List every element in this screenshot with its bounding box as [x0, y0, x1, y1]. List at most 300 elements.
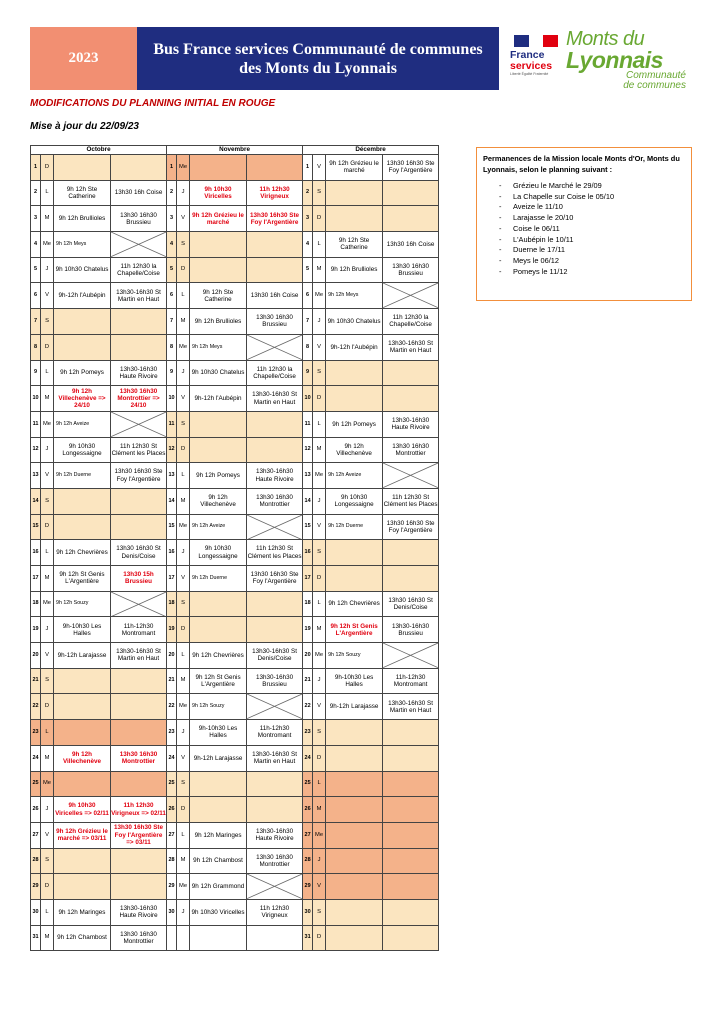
afternoon-slot [383, 797, 439, 823]
monts-logo-line1: Monts du [566, 28, 645, 50]
morning-slot: 9h 12h Maringes [54, 899, 111, 925]
day-number: 30 [303, 899, 313, 925]
afternoon-slot: 13h30 16h30 Ste Foy l'Argentière [383, 155, 439, 181]
day-number: 1 [31, 155, 41, 181]
afternoon-slot [247, 771, 303, 797]
day-number: 22 [31, 694, 41, 720]
morning-slot: 9h 10h30 Chatelus [326, 309, 383, 335]
france-services-logo [510, 35, 562, 91]
afternoon-slot: 11h 12h30 St Clément les Places [383, 488, 439, 514]
afternoon-slot: 13h30 16h30 Montrottier [111, 745, 167, 771]
french-flag-icon [514, 35, 558, 47]
day-weekday: M [41, 206, 54, 232]
day-weekday: S [41, 848, 54, 874]
morning-slot: 9h 12h Chevrières [326, 591, 383, 617]
morning-slot: 9h 12h Brullioles [54, 206, 111, 232]
day-weekday: L [313, 411, 326, 437]
afternoon-slot [383, 899, 439, 925]
afternoon-slot: 11h 12h30 St Clément les Places [247, 540, 303, 566]
afternoon-slot: 13h30-16h30 Brussieu [383, 617, 439, 643]
day-weekday: Me [177, 514, 190, 540]
afternoon-slot-closed [383, 283, 439, 309]
day-weekday: L [177, 643, 190, 669]
afternoon-slot [111, 694, 167, 720]
afternoon-slot: 13h30-16h30 St Denis/Coise [247, 643, 303, 669]
afternoon-slot: 13h30 16h30 Montrottier [111, 925, 167, 951]
day-number: 15 [303, 514, 313, 540]
day-weekday: L [41, 180, 54, 206]
day-number: 1 [303, 155, 313, 181]
day-number: 6 [167, 283, 177, 309]
day-weekday: L [313, 591, 326, 617]
afternoon-slot [247, 437, 303, 463]
morning-slot [190, 925, 247, 951]
month-header: Octobre [31, 146, 167, 155]
afternoon-slot-closed [111, 411, 167, 437]
monts-logo-line4: de communes [623, 80, 686, 91]
day-row [31, 180, 439, 206]
morning-slot: 9h 10h30 Chatelus [54, 257, 111, 283]
day-weekday: M [41, 386, 54, 412]
afternoon-slot: 13h30-16h30 Haute Rivoire [111, 360, 167, 386]
day-weekday: S [41, 488, 54, 514]
afternoon-slot: 13h30 16h30 St Denis/Coise [111, 540, 167, 566]
day-weekday: J [177, 180, 190, 206]
afternoon-slot [247, 411, 303, 437]
day-number: 9 [31, 360, 41, 386]
day-number: 21 [303, 668, 313, 694]
modifications-title: MODIFICATIONS DU PLANNING INITIAL EN ROUGE [30, 98, 276, 109]
day-number: 8 [167, 334, 177, 360]
day-row [31, 668, 439, 694]
day-weekday: M [41, 566, 54, 592]
afternoon-slot [247, 591, 303, 617]
morning-slot: 9h 12h Grézieu le marché [326, 155, 383, 181]
day-weekday: Me [313, 463, 326, 489]
day-weekday: Me [41, 771, 54, 797]
afternoon-slot [111, 720, 167, 746]
planning-table [30, 145, 439, 951]
day-row [31, 925, 439, 951]
day-row [31, 694, 439, 720]
day-weekday: M [41, 745, 54, 771]
morning-slot [190, 155, 247, 181]
afternoon-slot-closed [247, 874, 303, 900]
day-number: 23 [167, 720, 177, 746]
afternoon-slot [383, 206, 439, 232]
morning-slot [326, 797, 383, 823]
day-weekday: V [41, 822, 54, 848]
day-weekday: J [177, 720, 190, 746]
permanence-item: - Grézieu le Marché le 29/09 [513, 181, 685, 192]
morning-slot: 9h 12h Grézieu le marché [190, 206, 247, 232]
monts-logo-line2: Lyonnais [566, 47, 663, 73]
morning-slot [326, 206, 383, 232]
afternoon-slot [111, 771, 167, 797]
day-weekday: L [177, 822, 190, 848]
permanence-item: - L'Aubépin le 10/11 [513, 235, 685, 246]
afternoon-slot [247, 617, 303, 643]
day-weekday: M [313, 617, 326, 643]
france-services-line2: services [510, 60, 553, 72]
cross-icon [247, 694, 302, 719]
day-number: 11 [31, 411, 41, 437]
morning-slot: 9h 12h Grézieu le marché => 03/11 [54, 822, 111, 848]
morning-slot: 9h 12h Villechenève => 24/10 [54, 386, 111, 412]
day-weekday: D [177, 617, 190, 643]
afternoon-slot [383, 771, 439, 797]
morning-slot [326, 720, 383, 746]
morning-slot: 9h 12h Brullioles [190, 309, 247, 335]
day-weekday: Me [41, 411, 54, 437]
morning-slot [54, 488, 111, 514]
afternoon-slot [383, 822, 439, 848]
day-number: 4 [31, 232, 41, 258]
afternoon-slot [383, 874, 439, 900]
afternoon-slot-closed [383, 643, 439, 669]
day-weekday: V [177, 745, 190, 771]
day-weekday: Me [41, 232, 54, 258]
permanence-item: - Aveize le 11/10 [513, 202, 685, 213]
day-number: 16 [167, 540, 177, 566]
day-number: 14 [303, 488, 313, 514]
day-weekday: D [41, 155, 54, 181]
afternoon-slot-closed [247, 334, 303, 360]
day-number: 17 [303, 566, 313, 592]
morning-slot [54, 720, 111, 746]
day-number: 27 [167, 822, 177, 848]
day-row [31, 874, 439, 900]
day-row [31, 386, 439, 412]
morning-slot: 9h 12h Ste Catherine [190, 283, 247, 309]
afternoon-slot-closed [383, 463, 439, 489]
afternoon-slot: 11h 12h30 Virigneux [247, 899, 303, 925]
afternoon-slot-closed [247, 694, 303, 720]
afternoon-slot [111, 514, 167, 540]
morning-slot [54, 514, 111, 540]
morning-slot: 9h-10h30 Les Halles [54, 617, 111, 643]
afternoon-slot [383, 925, 439, 951]
day-number: 2 [303, 180, 313, 206]
day-number: 18 [303, 591, 313, 617]
day-weekday: S [313, 899, 326, 925]
day-row [31, 617, 439, 643]
day-weekday: S [177, 771, 190, 797]
day-row [31, 745, 439, 771]
morning-slot: 9h 12h Chevrières [190, 643, 247, 669]
day-weekday: D [41, 694, 54, 720]
afternoon-slot [383, 720, 439, 746]
day-number: 21 [31, 668, 41, 694]
day-number: 3 [167, 206, 177, 232]
day-weekday: M [177, 488, 190, 514]
day-weekday: D [41, 874, 54, 900]
afternoon-slot-closed [111, 591, 167, 617]
day-row [31, 411, 439, 437]
morning-slot: 9h 12h Chambost [54, 925, 111, 951]
day-weekday: D [177, 797, 190, 823]
day-weekday: D [313, 925, 326, 951]
afternoon-slot [111, 668, 167, 694]
permanence-item: - Pomeys le 11/12 [513, 267, 685, 278]
day-number: 17 [31, 566, 41, 592]
day-weekday: S [177, 591, 190, 617]
morning-slot [54, 334, 111, 360]
afternoon-slot [111, 874, 167, 900]
morning-slot: 9h-12h l'Aubépin [326, 334, 383, 360]
monts-du-lyonnais-logo [566, 29, 692, 91]
day-row [31, 463, 439, 489]
morning-slot: 9h 10h30 Longessaigne [190, 540, 247, 566]
afternoon-slot: 13h30-16h30 Haute Rivoire [383, 411, 439, 437]
morning-slot [54, 874, 111, 900]
morning-slot [54, 771, 111, 797]
day-row [31, 206, 439, 232]
day-weekday: M [313, 437, 326, 463]
day-row [31, 334, 439, 360]
day-number: 3 [303, 206, 313, 232]
morning-slot: 9h 12h Souzy [190, 694, 247, 720]
day-weekday: L [41, 720, 54, 746]
cross-icon [383, 283, 438, 308]
morning-slot: 9h 12h Meys [54, 232, 111, 258]
morning-slot [326, 822, 383, 848]
day-row [31, 488, 439, 514]
afternoon-slot: 11h 12h30 St Clément les Places [111, 437, 167, 463]
day-weekday: Me [41, 591, 54, 617]
day-number: 27 [303, 822, 313, 848]
day-number: 11 [303, 411, 313, 437]
day-number: 10 [31, 386, 41, 412]
afternoon-slot [247, 155, 303, 181]
afternoon-slot: 13h30 16h30 Ste Foy l'Argentière [247, 206, 303, 232]
day-weekday: Me [177, 874, 190, 900]
afternoon-slot-closed [111, 232, 167, 258]
afternoon-slot: 13h30-16h30 St Martin en Haut [383, 334, 439, 360]
afternoon-slot: 13h30-16h30 St Martin en Haut [383, 694, 439, 720]
day-row [31, 771, 439, 797]
day-row [31, 514, 439, 540]
morning-slot [190, 591, 247, 617]
day-weekday: Me [177, 694, 190, 720]
day-number: 5 [31, 257, 41, 283]
morning-slot [326, 925, 383, 951]
morning-slot: 9h 12h Souzy [54, 591, 111, 617]
day-weekday: J [313, 488, 326, 514]
day-weekday: V [41, 643, 54, 669]
permanences-title: Permanences de la Mission locale Monts d'Or, Monts du Lyonnais, selon le planning suivant : [483, 154, 680, 174]
day-weekday: J [177, 360, 190, 386]
afternoon-slot [383, 848, 439, 874]
day-weekday: V [313, 334, 326, 360]
day-weekday: D [177, 257, 190, 283]
morning-slot: 9h 12h Meys [326, 283, 383, 309]
afternoon-slot: 13h30 16h Coise [247, 283, 303, 309]
day-number: 21 [167, 668, 177, 694]
morning-slot [190, 771, 247, 797]
day-weekday: L [313, 771, 326, 797]
afternoon-slot [111, 309, 167, 335]
day-number: 6 [31, 283, 41, 309]
afternoon-slot [383, 180, 439, 206]
day-number: 24 [167, 745, 177, 771]
day-weekday: V [313, 874, 326, 900]
morning-slot: 9h 12h Duerne [190, 566, 247, 592]
afternoon-slot [383, 386, 439, 412]
day-weekday: J [41, 437, 54, 463]
morning-slot: 9h 12h St Genis L'Argentière [190, 668, 247, 694]
day-weekday: M [177, 668, 190, 694]
day-number: 22 [167, 694, 177, 720]
day-weekday: S [41, 309, 54, 335]
day-number: 2 [31, 180, 41, 206]
morning-slot [326, 566, 383, 592]
day-row [31, 643, 439, 669]
afternoon-slot: 13h30 16h30 Ste Foy l'Argentière [247, 566, 303, 592]
morning-slot [190, 437, 247, 463]
day-number: 13 [167, 463, 177, 489]
morning-slot: 9h-12h Larajasse [54, 643, 111, 669]
afternoon-slot: 13h30 16h30 Ste Foy l'Argentière [111, 463, 167, 489]
day-row [31, 437, 439, 463]
cross-icon [383, 463, 438, 488]
afternoon-slot: 13h30 16h30 Brussieu [111, 206, 167, 232]
day-row [31, 848, 439, 874]
afternoon-slot [383, 540, 439, 566]
day-number: 29 [303, 874, 313, 900]
morning-slot [190, 257, 247, 283]
permanence-item: - Meys le 06/12 [513, 256, 685, 267]
permanence-item: - Duerne le 17/11 [513, 245, 685, 256]
day-row [31, 257, 439, 283]
morning-slot [326, 899, 383, 925]
morning-slot [54, 848, 111, 874]
day-weekday: M [177, 309, 190, 335]
day-number: 9 [303, 360, 313, 386]
afternoon-slot: 13h30 16h Coise [383, 232, 439, 258]
day-number: 26 [31, 797, 41, 823]
afternoon-slot: 13h30-16h30 Haute Rivoire [111, 899, 167, 925]
day-number: 11 [167, 411, 177, 437]
day-weekday: V [313, 694, 326, 720]
day-number: 7 [31, 309, 41, 335]
day-weekday: S [177, 232, 190, 258]
day-row [31, 591, 439, 617]
afternoon-slot: 13h30-16h30 St Martin en Haut [111, 643, 167, 669]
day-row [31, 360, 439, 386]
day-number: 14 [31, 488, 41, 514]
day-weekday: D [313, 745, 326, 771]
afternoon-slot: 13h30 16h30 Ste Foy l'Argentière => 03/11 [111, 822, 167, 848]
header-year: 2023 [30, 27, 137, 90]
day-number: 15 [167, 514, 177, 540]
morning-slot [326, 386, 383, 412]
morning-slot: 9h 12h Ste Catherine [54, 180, 111, 206]
month-header: Décembre [303, 146, 439, 155]
day-weekday: M [177, 848, 190, 874]
morning-slot: 9h 12h Souzy [326, 643, 383, 669]
morning-slot: 9h 10h30 Longessaigne [54, 437, 111, 463]
day-weekday: L [41, 899, 54, 925]
header-title: Bus France services Communauté de communes des Monts du Lyonnais [137, 27, 499, 90]
day-number: 25 [167, 771, 177, 797]
afternoon-slot: 13h30-16h30 Brussieu [247, 668, 303, 694]
afternoon-slot: 13h30 16h30 Montrottier [247, 848, 303, 874]
cross-icon [111, 592, 166, 617]
day-row [31, 540, 439, 566]
cross-icon [247, 335, 302, 360]
morning-slot: 9h 12h Pomeys [54, 360, 111, 386]
monts-logo-line3: Communauté [625, 70, 686, 81]
afternoon-slot [247, 797, 303, 823]
morning-slot [326, 360, 383, 386]
afternoon-slot: 13h30 16h30 Montrottier => 24/10 [111, 386, 167, 412]
day-number [167, 925, 177, 951]
day-number: 30 [167, 899, 177, 925]
afternoon-slot: 13h30 16h30 Ste Foy l'Argentière [383, 514, 439, 540]
day-number: 24 [31, 745, 41, 771]
morning-slot: 9h 12h Villechenève [326, 437, 383, 463]
day-number: 17 [167, 566, 177, 592]
day-weekday: L [177, 283, 190, 309]
day-weekday: V [41, 463, 54, 489]
morning-slot: 9h 12h Pomeys [190, 463, 247, 489]
day-number: 1 [167, 155, 177, 181]
day-weekday: D [313, 386, 326, 412]
afternoon-slot [111, 848, 167, 874]
afternoon-slot [383, 566, 439, 592]
morning-slot: 9h 12h St Genis L'Argentière [54, 566, 111, 592]
day-weekday: L [41, 540, 54, 566]
day-weekday: J [313, 668, 326, 694]
morning-slot [54, 155, 111, 181]
day-number: 18 [167, 591, 177, 617]
day-number: 5 [303, 257, 313, 283]
day-row [31, 232, 439, 258]
day-weekday: M [41, 925, 54, 951]
morning-slot [54, 668, 111, 694]
morning-slot [326, 540, 383, 566]
day-number: 31 [303, 925, 313, 951]
morning-slot: 9h 10h30 Chatelus [190, 360, 247, 386]
day-number: 29 [31, 874, 41, 900]
day-number: 13 [303, 463, 313, 489]
morning-slot: 9h-12h Larajasse [190, 745, 247, 771]
morning-slot: 9h-10h30 Les Halles [326, 668, 383, 694]
day-number: 10 [167, 386, 177, 412]
morning-slot: 9h-12h l'Aubépin [190, 386, 247, 412]
afternoon-slot: 13h30 16h30 Montrottier [247, 488, 303, 514]
day-number: 31 [31, 925, 41, 951]
morning-slot: 9h 10h30 Longessaigne [326, 488, 383, 514]
day-weekday: M [313, 797, 326, 823]
day-number: 10 [303, 386, 313, 412]
morning-slot: 9h 12h Ste Catherine [326, 232, 383, 258]
day-number: 7 [167, 309, 177, 335]
cross-icon [247, 515, 302, 540]
morning-slot: 9h 10h30 Viricelles [190, 180, 247, 206]
day-weekday: Me [177, 334, 190, 360]
afternoon-slot: 13h30-16h30 St Martin en Haut [111, 283, 167, 309]
afternoon-slot: 11h 12h30 Virigneux => 02/11 [111, 797, 167, 823]
afternoon-slot [247, 257, 303, 283]
day-weekday: Me [313, 283, 326, 309]
morning-slot [54, 694, 111, 720]
day-number: 25 [31, 771, 41, 797]
day-weekday: V [313, 514, 326, 540]
morning-slot [190, 411, 247, 437]
permanences-list [483, 181, 685, 277]
